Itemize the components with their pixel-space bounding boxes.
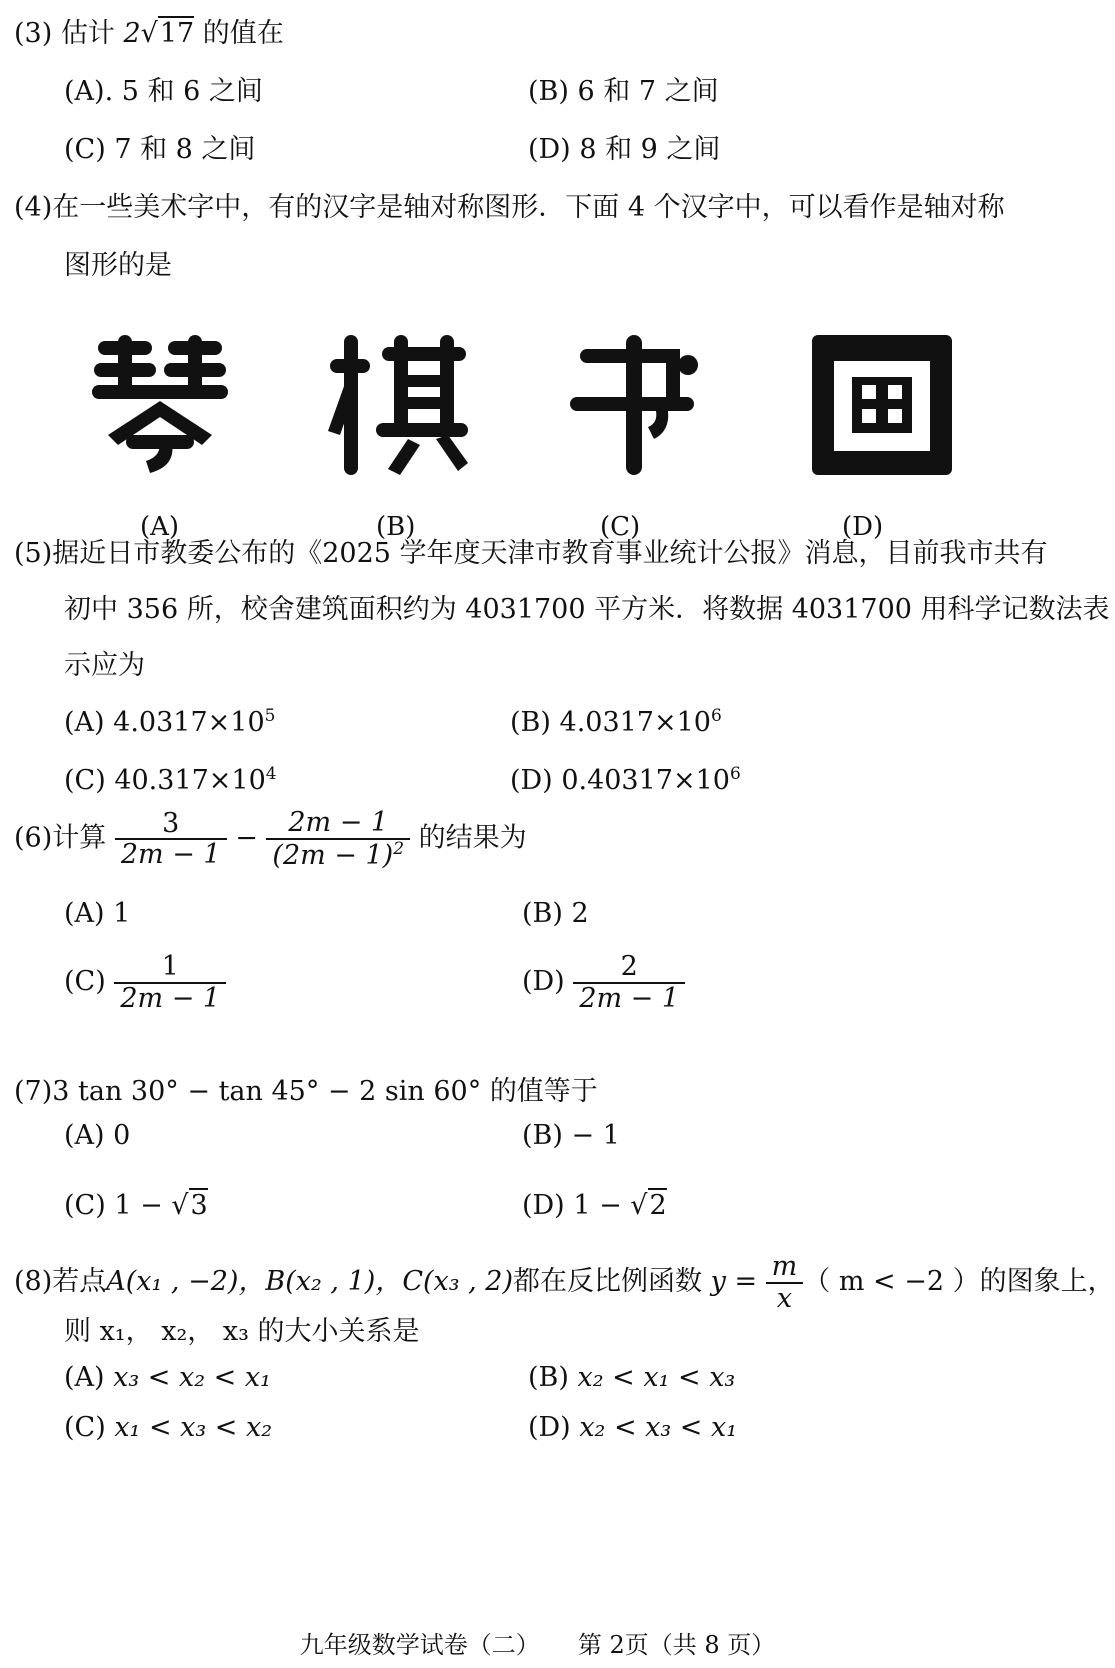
page-number: 第 2页（共 8 页）: [577, 1631, 776, 1659]
option-text: 2: [571, 898, 589, 929]
radicand: 3: [190, 1190, 208, 1221]
option-text: 0: [113, 1120, 131, 1151]
option-fraction: [114, 952, 226, 1013]
option-b[interactable]: [528, 76, 719, 108]
question-7-stem: [14, 1076, 598, 1108]
denominator-base: (2m − 1): [272, 839, 394, 871]
glyph-qin-figure: [90, 335, 230, 475]
option-a[interactable]: [64, 898, 130, 930]
numerator: 2: [573, 952, 685, 984]
figure-label-b[interactable]: (B): [376, 512, 416, 542]
option-a[interactable]: [64, 1120, 130, 1152]
option-label: (C): [64, 765, 106, 796]
denominator: [266, 840, 410, 871]
sqrt-sign: √: [171, 1190, 189, 1221]
option-label: (A): [64, 1120, 105, 1151]
option-exponent: 5: [264, 706, 276, 726]
glyph-hua-figure: [812, 335, 952, 475]
radicand: 2: [649, 1190, 667, 1221]
page-footer: [0, 1625, 1075, 1660]
option-a[interactable]: [64, 706, 275, 739]
question-6-stem: [14, 808, 527, 870]
stem-text: 的值在: [202, 18, 284, 49]
exam-title: 九年级数学试卷（二）: [299, 1631, 540, 1659]
question-number: (6): [14, 822, 53, 854]
question-5-line2: 初中 356 所，校舍建筑面积约为 4031700 平方米．将数据 4031700 用科学记数法表: [64, 594, 1110, 625]
stem-text: 的结果为: [418, 822, 527, 854]
question-8-line2: 则 x₁， x₂， x₃ 的大小关系是: [64, 1316, 420, 1347]
sqrt-sign: √: [630, 1190, 648, 1221]
option-label: (C): [64, 966, 106, 998]
option-mantissa: 0.40317×10: [561, 765, 730, 796]
minus-sign: −: [235, 822, 258, 854]
coefficient: 2: [123, 18, 141, 49]
point-c: C(x₃ , 2): [402, 1266, 514, 1298]
option-text: x₂ < x₃ < x₁: [579, 1412, 738, 1443]
option-exponent: 6: [729, 764, 741, 784]
option-text: x₃ < x₂ < x₁: [113, 1362, 271, 1393]
fraction-2: [266, 808, 410, 870]
glyph-shu-figure: [570, 335, 710, 475]
option-d[interactable]: [510, 764, 741, 797]
option-a[interactable]: [64, 76, 263, 108]
glyph-qi-figure: [328, 335, 468, 475]
condition-text: （ m < −2 ）的图象上，: [803, 1266, 1115, 1298]
option-c[interactable]: [64, 952, 226, 1013]
option-label: (A): [64, 707, 105, 738]
question-number: (4): [14, 192, 53, 223]
question-4-line2: 图形的是: [64, 250, 172, 281]
option-label: (B): [528, 76, 569, 107]
option-text: x₂ < x₁ < x₃: [577, 1362, 736, 1393]
option-label: (B): [522, 1120, 563, 1151]
option-label: (B): [528, 1362, 569, 1393]
option-d[interactable]: [522, 1190, 667, 1222]
figure-label-a[interactable]: (A): [140, 512, 180, 542]
denominator: 2m − 1: [120, 839, 221, 871]
math-expression: 3 tan 30° − tan 45° − 2 sin 60°: [52, 1076, 482, 1107]
question-4-line1: [14, 192, 1005, 224]
option-prefix: 1 −: [573, 1190, 631, 1221]
option-d[interactable]: [522, 952, 685, 1013]
option-a[interactable]: [64, 1362, 271, 1394]
option-mantissa: 40.317×10: [114, 765, 266, 796]
option-text: 6 和 7 之间: [577, 76, 719, 107]
option-label: (A): [64, 76, 105, 107]
option-label: (C): [64, 1190, 106, 1221]
denominator: 2m − 1: [579, 982, 680, 1014]
function-lhs: y =: [710, 1266, 758, 1298]
option-label: (D): [522, 1190, 565, 1221]
question-3-stem: [14, 18, 284, 50]
option-c[interactable]: [64, 764, 277, 797]
question-number: (5): [14, 538, 53, 569]
option-text: − 1: [571, 1120, 620, 1151]
stem-text: 在一些美术字中，有的汉字是轴对称图形．下面 4 个汉字中，可以看作是轴对称: [52, 192, 1005, 223]
option-exponent: 6: [710, 706, 722, 726]
option-mantissa: 4.0317×10: [559, 707, 711, 738]
denominator: 2m − 1: [120, 982, 221, 1014]
stem-text: 若点: [52, 1266, 107, 1298]
stem-text: 计算: [52, 822, 107, 854]
sqrt-sign: √: [140, 18, 158, 49]
option-mantissa: 4.0317×10: [113, 707, 265, 738]
figure-label-d[interactable]: (D): [842, 512, 884, 542]
function-fraction: [766, 1252, 804, 1313]
option-c[interactable]: [64, 1190, 208, 1222]
question-5-line3: 示应为: [64, 650, 145, 681]
option-label: (D): [528, 134, 571, 165]
option-exponent: 4: [265, 764, 277, 784]
option-d[interactable]: [528, 134, 720, 166]
option-b[interactable]: [528, 1362, 735, 1394]
radicand: 17: [159, 18, 195, 49]
option-label: (D): [510, 765, 553, 796]
figure-label-c[interactable]: (C): [600, 512, 641, 542]
option-label: (D): [522, 966, 565, 998]
question-8-line1: [14, 1252, 1115, 1313]
option-fraction: [573, 952, 685, 1013]
question-number: (8): [14, 1266, 53, 1298]
denominator-exponent: 2: [393, 838, 405, 859]
option-text: . 5 和 6 之间: [104, 76, 263, 107]
option-prefix: 1 −: [114, 1190, 172, 1221]
option-label: (B): [510, 707, 551, 738]
option-label: (B): [522, 898, 563, 929]
stem-text: 估计: [60, 18, 115, 49]
option-b[interactable]: [522, 1120, 620, 1152]
option-d[interactable]: [528, 1412, 737, 1444]
numerator: m: [766, 1252, 804, 1284]
option-label: (A): [64, 1362, 105, 1393]
option-label: (C): [64, 1412, 106, 1443]
stem-text: 都在反比例函数: [513, 1266, 703, 1298]
denominator: x: [776, 1282, 793, 1314]
numerator: 2m − 1: [266, 808, 410, 840]
numerator: 1: [114, 952, 226, 984]
numerator: 3: [115, 809, 227, 841]
stem-text: 的值等于: [489, 1076, 598, 1107]
option-text: x₁ < x₃ < x₂: [114, 1412, 273, 1443]
point-b: B(x₂ , 1)，: [265, 1266, 403, 1298]
option-b[interactable]: [510, 706, 722, 739]
option-c[interactable]: [64, 134, 255, 166]
fraction-1: [115, 809, 227, 870]
option-text: 7 和 8 之间: [114, 134, 256, 165]
question-5-line1: [14, 538, 1048, 570]
option-label: (D): [528, 1412, 571, 1443]
option-label: (A): [64, 898, 105, 929]
point-a: A(x₁ , −2)，: [106, 1266, 266, 1298]
option-label: (C): [64, 134, 106, 165]
stem-text: 据近日市教委公布的《2025 学年度天津市教育事业统计公报》消息，目前我市共有: [52, 538, 1048, 569]
question-number: (3): [14, 18, 53, 49]
option-text: 8 和 9 之间: [579, 134, 721, 165]
option-b[interactable]: [522, 898, 589, 930]
option-text: 1: [113, 898, 131, 929]
question-number: (7): [14, 1076, 53, 1107]
option-c[interactable]: [64, 1412, 272, 1444]
